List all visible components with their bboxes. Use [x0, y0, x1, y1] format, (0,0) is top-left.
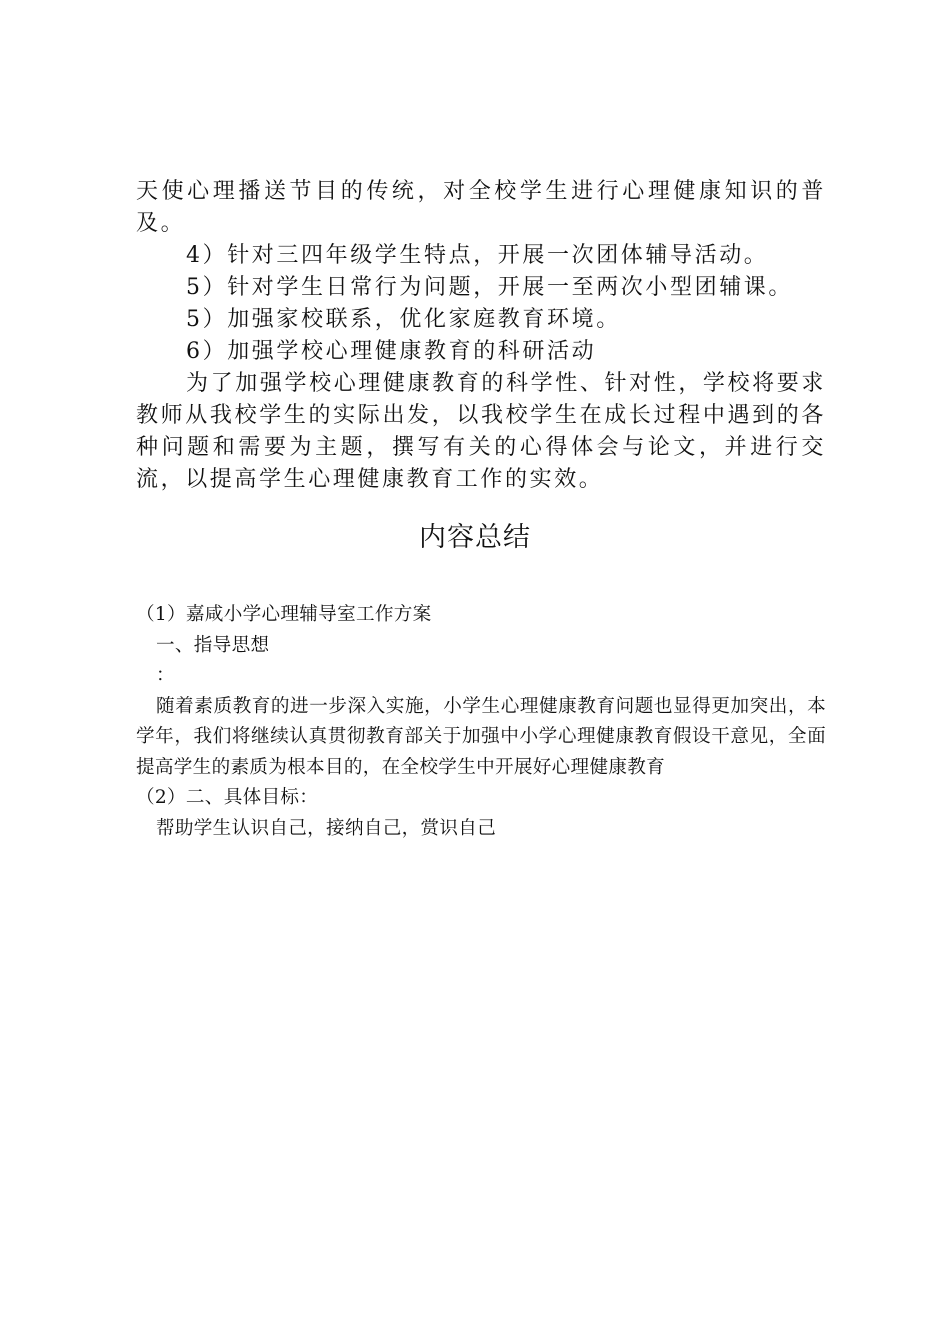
summary-section — [136, 600, 826, 844]
body-list-item-4: 4）针对三四年级学生特点，开展一次团体辅导活动。 — [186, 243, 769, 268]
body-paragraph-research: 为了加强学校心理健康教育的科学性、针对性，学校将要求教师从我校学生的实际出发，以我校学生在成长过程中遇到的各种问题和需要为主题，撰写有关的心得体会与论文，并进行交流，以提高学生心理健康教育工作的实效。 — [136, 371, 826, 492]
body-text-block — [136, 176, 826, 496]
body-paragraph-continuation: 天使心理播送节目的传统，对全校学生进行心理健康知识的普及。 — [136, 179, 826, 236]
summary-title: 内容总结 — [419, 522, 531, 553]
body-list-item-5a: 5）针对学生日常行为问题，开展一至两次小型团辅课。 — [186, 275, 793, 300]
body-list-item-6: 6）加强学校心理健康教育的科研活动 — [186, 339, 597, 364]
summary-item2-text: 帮助学生认识自己，接纳自己，赏识自己 — [156, 817, 497, 839]
summary-item1-paragraph: 随着素质教育的进一步深入实施，小学生心理健康教育问题也显得更加突出，本学年，我们将继续认真贯彻教育部关于加强中小学心理健康教育假设干意见，全面提高学生的素质为根本目的，在全校学生中开展好心理健康教育 — [136, 695, 826, 778]
summary-item2-heading: （2）二、具体目标： — [136, 787, 319, 808]
body-list-item-5b: 5）加强家校联系，优化家庭教育环境。 — [186, 307, 621, 332]
summary-item1-colon: ： — [156, 665, 175, 686]
summary-item1-heading: （1）嘉咸小学心理辅导室工作方案 — [136, 604, 432, 625]
summary-item1-subheading: 一、指导思想 — [156, 634, 270, 656]
